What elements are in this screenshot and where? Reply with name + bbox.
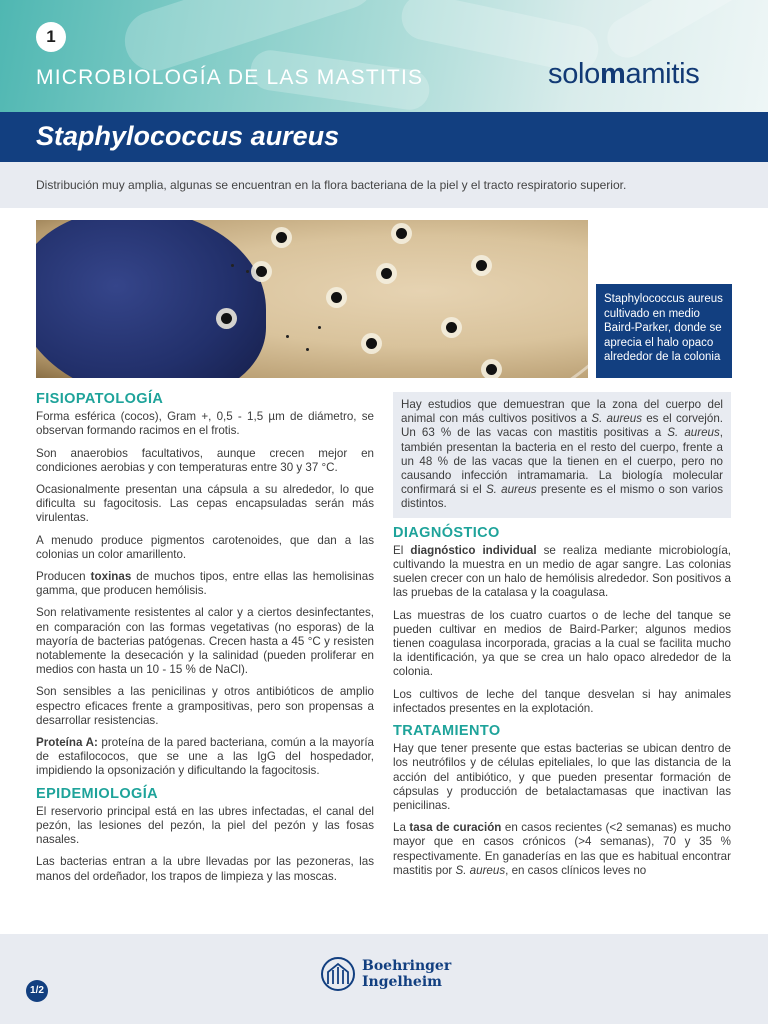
- boehringer-ingelheim-logo: [320, 956, 451, 992]
- text-run: se realiza mediante microbiología, cultivando la muestra en un medio de agar sangre. Las colonias suelen crecer con un halo de hemólisis alrededor. Son positivos a las pruebas de la catalasa y la coagulasa.: [393, 543, 732, 600]
- text-run: , en casos clínicos leves no: [505, 863, 647, 877]
- bacteria-decoration: [600, 0, 750, 65]
- paragraph: El reservorio principal está en las ubres infectadas, el canal del pezón, las lesiones del pezón, la piel del pezón y las fosas nasales.: [36, 804, 374, 847]
- heading-tratamiento: TRATAMIENTO: [393, 723, 501, 740]
- text-run: El: [393, 543, 411, 557]
- bold-term: Proteína A:: [36, 736, 98, 750]
- italic-term: S. aureus: [485, 483, 537, 497]
- logo-part-2: m: [600, 58, 626, 90]
- brand-line-1: Boehringer: [362, 958, 452, 974]
- solomamitis-logo: [548, 58, 699, 91]
- photo-caption: Staphylococcus aureus cultivado en medio Baird-Parker, donde se aprecia el halo opaco alrededor de la colonia: [596, 284, 732, 378]
- boehringer-emblem-icon: [320, 956, 356, 992]
- right-column: [393, 392, 731, 886]
- text-run: Hay estudios que demuestran que la zona del cuerpo del animal con más cultivos positivos a: [401, 398, 723, 426]
- bold-term: tasa de curación: [409, 821, 502, 835]
- text-run: de muchos tipos, entre ellas las hemolisinas gamma, que producen hemólisis.: [36, 570, 374, 598]
- text-run: Producen: [36, 570, 91, 584]
- brand-line-2: Ingelheim: [362, 974, 442, 990]
- heading-fisiopatologia: FISIOPATOLOGÍA: [36, 391, 164, 407]
- text-run: presente es el mismo o son varios distintos.: [401, 483, 724, 511]
- colony-dot: [366, 338, 377, 349]
- paragraph: Son anaerobios facultativos, aunque crecen mejor en condiciones aerobias y con temperaturas entre 30 y 37 °C.: [36, 446, 374, 474]
- colony-speck: [286, 335, 289, 338]
- colony-dot: [331, 292, 342, 303]
- italic-term: S. aureus: [455, 863, 506, 877]
- paragraph: Las bacterias entran a la ubre llevadas por las pezoneras, las manos del ordeñador, los trapos de limpieza y las moscas.: [36, 855, 374, 883]
- text-run: es el corvejón. Un 63 % de las vacas con mastitis positivas a: [401, 412, 724, 440]
- italic-term: S. aureus: [591, 412, 642, 426]
- paragraph: Las muestras de los cuatro cuartos o de leche del tanque se pueden cultivar en medios de Baird-Parker; algunos medios tienen coagulasa incorporada, gracias a la cual se facilita mucho la identificación, ya que se crea un halo opaco alrededor de la colonia.: [393, 608, 731, 679]
- colony-speck: [306, 348, 309, 351]
- header-banner: [0, 0, 768, 112]
- text-run: La: [393, 821, 410, 835]
- paragraph: Ocasionalmente presentan una cápsula a su alrededor, lo que dificulta su fagocitosis. Las cepas encapsuladas serán más virulentas.: [36, 483, 374, 525]
- heading-epidemiologia: EPIDEMIOLOGÍA: [36, 785, 159, 802]
- colony-dot: [396, 228, 407, 239]
- logo-part-3: amitis: [625, 58, 700, 90]
- section-number-badge: 1: [36, 22, 66, 52]
- glove-hand: [36, 220, 266, 378]
- paragraph: [36, 736, 374, 779]
- paragraph: [36, 570, 374, 598]
- intro-band: [0, 162, 768, 208]
- heading-diagnostico: DIAGNÓSTICO: [393, 524, 500, 541]
- text-run: en casos recientes (<2 semanas) es mucho mayor que en casos crónicos (>4 semanas), 70 y 35 % respectivamente. En ganaderías en las que es habitual encontrar mastitis por: [393, 821, 731, 877]
- paragraph: Los cultivos de leche del tanque desvelan si hay animales infectados presentes en la explotación.: [393, 687, 731, 715]
- info-box: [393, 392, 731, 518]
- paragraph: [393, 821, 731, 878]
- paragraph: [393, 544, 731, 601]
- bold-term: toxinas: [90, 570, 132, 584]
- colony-dot: [276, 232, 287, 243]
- italic-term: S. aureus: [667, 426, 720, 440]
- colony-dot: [221, 313, 232, 324]
- page-indicator: 1/2: [26, 980, 48, 1002]
- title-bar: [0, 112, 768, 162]
- bold-term: diagnóstico individual: [410, 543, 537, 557]
- brand-name: [362, 958, 451, 990]
- paragraph: Son sensibles a las penicilinas y otros antibióticos de amplio espectro eficaces frente a grampositivas, pero son propensas a desarrollar resistencias.: [36, 685, 374, 727]
- colony-dot: [486, 364, 497, 375]
- colony-speck: [318, 326, 321, 329]
- colony-dot: [446, 322, 457, 333]
- colony-speck: [231, 264, 234, 267]
- logo-part-1: solo: [548, 58, 600, 90]
- intro-text: Distribución muy amplia, algunas se encuentran en la flora bacteriana de la piel y el tracto respiratorio superior.: [36, 178, 627, 192]
- text-run: , también presentan la bacteria en el resto del cuerpo, frente a un 48 % de las vacas que la tienen en el cuerpo, pero no causando infección intramamaria. La biología molecular confirmará si el: [401, 426, 724, 497]
- paragraph: A menudo produce pigmentos carotenoides, que dan a las colonias un color amarillento.: [36, 533, 374, 561]
- page-title: Staphylococcus aureus: [36, 121, 340, 151]
- colony-dot: [476, 260, 487, 271]
- paragraph: Forma esférica (cocos), Gram +, 0,5 - 1,5 µm de diámetro, se observan formando racimos en el frotis.: [36, 410, 374, 438]
- left-column: [36, 392, 374, 892]
- colony-dot: [381, 268, 392, 279]
- colony-speck: [246, 270, 249, 273]
- text-run: proteína de la pared bacteriana, común a la mayoría de estafilococos, que se une a las IgG del hospedador, impidiendo la opsonización y dificultando la fagocitosis.: [36, 736, 374, 778]
- series-title: MICROBIOLOGÍA DE LAS MASTITIS: [36, 66, 424, 89]
- paragraph: Hay que tener presente que estas bacterias se ubican dentro de los neutrófilos y de células epiteliales, lo que las distancia de la acción del antibiótico, y que pueden presentar formación de cápsulas y producción de betalactamasas que inactivan las penicilinas.: [393, 742, 731, 813]
- petri-dish-photo: [36, 220, 588, 378]
- info-box-text: [401, 398, 723, 512]
- colony-dot: [256, 266, 267, 277]
- paragraph: Son relativamente resistentes al calor y a ciertos desinfectantes, en comparación con las formas vegetativas (no esporas) de la mayoría de bacterias patógenas. Crecen hasta a 45 °C y resisten notablemente la desecación y la salinidad (pueden proliferar en medios con hasta un 10 - 15 % de NaCl).: [36, 606, 374, 677]
